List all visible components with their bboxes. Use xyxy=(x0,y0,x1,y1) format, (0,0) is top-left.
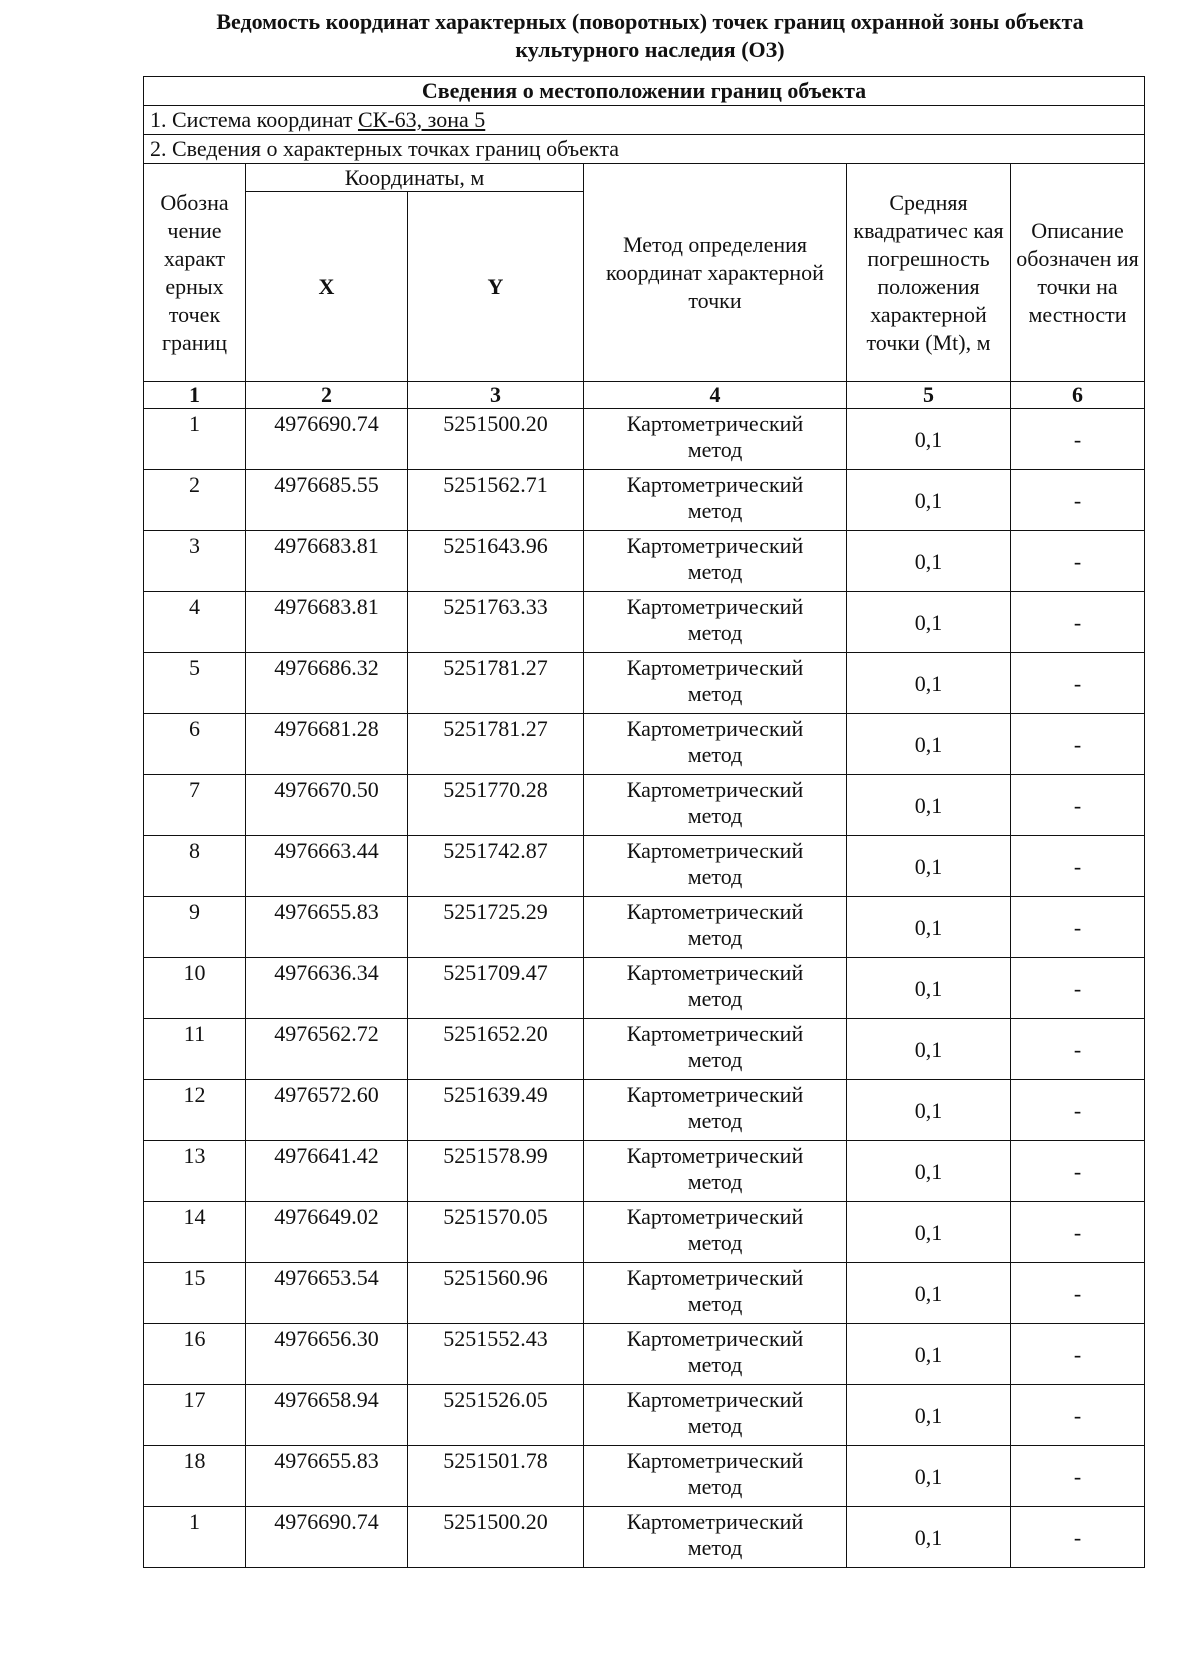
coordinate-x: 4976655.83 xyxy=(246,897,408,958)
mean-square-error: 0,1 xyxy=(847,1446,1011,1507)
table-row xyxy=(144,470,1145,531)
header-method: Метод определения координат характерной точки xyxy=(584,164,847,382)
coordinate-x: 4976690.74 xyxy=(246,409,408,470)
column-number-row xyxy=(144,382,1145,409)
document-title-line-2: культурного наследия (ОЗ) xyxy=(515,37,785,62)
point-description: - xyxy=(1011,897,1145,958)
point-number: 6 xyxy=(144,714,246,775)
table-row xyxy=(144,653,1145,714)
coordinate-y: 5251652.20 xyxy=(408,1019,584,1080)
method-cell xyxy=(584,897,847,958)
mean-square-error: 0,1 xyxy=(847,958,1011,1019)
point-number: 16 xyxy=(144,1324,246,1385)
method-line-2: метод xyxy=(687,803,743,828)
method-line-1: Картометрический xyxy=(626,655,804,680)
coordinate-x: 4976686.32 xyxy=(246,653,408,714)
point-description: - xyxy=(1011,1141,1145,1202)
method-line-1: Картометрический xyxy=(626,1082,804,1107)
coordinate-x: 4976636.34 xyxy=(246,958,408,1019)
point-description: - xyxy=(1011,775,1145,836)
coordinate-y: 5251643.96 xyxy=(408,531,584,592)
point-number: 11 xyxy=(144,1019,246,1080)
point-description: - xyxy=(1011,409,1145,470)
method-line-1: Картометрический xyxy=(626,1387,804,1412)
coordinate-y: 5251500.20 xyxy=(408,1507,584,1568)
method-cell xyxy=(584,958,847,1019)
point-description: - xyxy=(1011,1385,1145,1446)
coordinate-y: 5251770.28 xyxy=(408,775,584,836)
point-description: - xyxy=(1011,1263,1145,1324)
point-number: 5 xyxy=(144,653,246,714)
mean-square-error: 0,1 xyxy=(847,1385,1011,1446)
point-description: - xyxy=(1011,714,1145,775)
header-row-1 xyxy=(144,164,1145,192)
method-line-1: Картометрический xyxy=(626,899,804,924)
method-cell xyxy=(584,1263,847,1324)
mean-square-error: 0,1 xyxy=(847,1202,1011,1263)
mean-square-error: 0,1 xyxy=(847,592,1011,653)
mean-square-error: 0,1 xyxy=(847,1141,1011,1202)
column-number: 5 xyxy=(847,382,1011,409)
coordinate-y: 5251562.71 xyxy=(408,470,584,531)
method-line-1: Картометрический xyxy=(626,533,804,558)
method-line-1: Картометрический xyxy=(626,1448,804,1473)
method-cell xyxy=(584,1202,847,1263)
method-cell xyxy=(584,1446,847,1507)
point-description: - xyxy=(1011,531,1145,592)
coordinate-x: 4976670.50 xyxy=(246,775,408,836)
coordinate-y: 5251500.20 xyxy=(408,409,584,470)
coordinate-y: 5251578.99 xyxy=(408,1141,584,1202)
mean-square-error: 0,1 xyxy=(847,836,1011,897)
method-line-2: метод xyxy=(687,1291,743,1316)
method-line-1: Картометрический xyxy=(626,594,804,619)
point-description: - xyxy=(1011,1507,1145,1568)
method-line-2: метод xyxy=(687,1535,743,1560)
table-row xyxy=(144,1202,1145,1263)
coordinate-x: 4976683.81 xyxy=(246,531,408,592)
point-number: 8 xyxy=(144,836,246,897)
coordinate-x: 4976641.42 xyxy=(246,1141,408,1202)
coordinate-x: 4976649.02 xyxy=(246,1202,408,1263)
point-number: 3 xyxy=(144,531,246,592)
coordinate-y: 5251560.96 xyxy=(408,1263,584,1324)
mean-square-error: 0,1 xyxy=(847,470,1011,531)
method-line-1: Картометрический xyxy=(626,411,804,436)
coordinate-y: 5251725.29 xyxy=(408,897,584,958)
method-cell xyxy=(584,1507,847,1568)
method-line-2: метод xyxy=(687,437,743,462)
method-line-2: метод xyxy=(687,1352,743,1377)
method-cell xyxy=(584,1141,847,1202)
coordinate-y: 5251742.87 xyxy=(408,836,584,897)
mean-square-error: 0,1 xyxy=(847,897,1011,958)
method-line-2: метод xyxy=(687,1474,743,1499)
method-line-2: метод xyxy=(687,1169,743,1194)
method-line-1: Картометрический xyxy=(626,1204,804,1229)
coordinate-x: 4976681.28 xyxy=(246,714,408,775)
method-line-1: Картометрический xyxy=(626,777,804,802)
header-y: Y xyxy=(408,192,584,382)
coordinate-y: 5251570.05 xyxy=(408,1202,584,1263)
point-number: 10 xyxy=(144,958,246,1019)
coordinate-system-row xyxy=(144,106,1145,135)
column-number: 6 xyxy=(1011,382,1145,409)
point-number: 13 xyxy=(144,1141,246,1202)
point-number: 1 xyxy=(144,409,246,470)
column-number: 1 xyxy=(144,382,246,409)
table-row xyxy=(144,592,1145,653)
point-number: 15 xyxy=(144,1263,246,1324)
table-row xyxy=(144,897,1145,958)
point-number: 7 xyxy=(144,775,246,836)
coordinates-table xyxy=(143,76,1145,1568)
method-line-2: метод xyxy=(687,498,743,523)
table-row xyxy=(144,958,1145,1019)
table-row xyxy=(144,409,1145,470)
table-row xyxy=(144,1141,1145,1202)
method-cell xyxy=(584,653,847,714)
mean-square-error: 0,1 xyxy=(847,1263,1011,1324)
mean-square-error: 0,1 xyxy=(847,409,1011,470)
point-description: - xyxy=(1011,592,1145,653)
point-description: - xyxy=(1011,653,1145,714)
header-designation: Обозна чение характ ерных точек границ xyxy=(144,164,246,382)
method-line-2: метод xyxy=(687,681,743,706)
method-line-1: Картометрический xyxy=(626,1021,804,1046)
point-description: - xyxy=(1011,1324,1145,1385)
method-line-2: метод xyxy=(687,925,743,950)
coordinate-x: 4976690.74 xyxy=(246,1507,408,1568)
point-description: - xyxy=(1011,1202,1145,1263)
point-number: 1 xyxy=(144,1507,246,1568)
coordinate-x: 4976685.55 xyxy=(246,470,408,531)
mean-square-error: 0,1 xyxy=(847,653,1011,714)
coordinate-y: 5251781.27 xyxy=(408,714,584,775)
method-line-2: метод xyxy=(687,1047,743,1072)
method-cell xyxy=(584,1019,847,1080)
method-cell xyxy=(584,1385,847,1446)
method-cell xyxy=(584,775,847,836)
coordinate-x: 4976656.30 xyxy=(246,1324,408,1385)
coordinate-y: 5251709.47 xyxy=(408,958,584,1019)
mean-square-error: 0,1 xyxy=(847,1019,1011,1080)
method-line-2: метод xyxy=(687,1230,743,1255)
method-line-1: Картометрический xyxy=(626,1265,804,1290)
method-cell xyxy=(584,836,847,897)
table-row xyxy=(144,714,1145,775)
point-description: - xyxy=(1011,1080,1145,1141)
table-row xyxy=(144,1263,1145,1324)
method-cell xyxy=(584,470,847,531)
mean-square-error: 0,1 xyxy=(847,714,1011,775)
point-number: 18 xyxy=(144,1446,246,1507)
method-cell xyxy=(584,592,847,653)
method-cell xyxy=(584,1324,847,1385)
table-row xyxy=(144,836,1145,897)
method-line-2: метод xyxy=(687,742,743,767)
method-line-2: метод xyxy=(687,1413,743,1438)
coordinate-system-label: 1. Система координат xyxy=(150,107,353,132)
method-line-1: Картометрический xyxy=(626,1509,804,1534)
point-number: 17 xyxy=(144,1385,246,1446)
coordinate-y: 5251781.27 xyxy=(408,653,584,714)
method-line-1: Картометрический xyxy=(626,960,804,985)
method-cell xyxy=(584,531,847,592)
method-cell xyxy=(584,409,847,470)
document-title xyxy=(150,8,1150,64)
method-line-2: метод xyxy=(687,559,743,584)
header-error: Средняя квадратичес кая погрешность положения характерной точки (Mt), м xyxy=(847,164,1011,382)
coordinate-y: 5251639.49 xyxy=(408,1080,584,1141)
mean-square-error: 0,1 xyxy=(847,1324,1011,1385)
method-line-1: Картометрический xyxy=(626,838,804,863)
table-row xyxy=(144,531,1145,592)
point-number: 12 xyxy=(144,1080,246,1141)
coordinate-x: 4976572.60 xyxy=(246,1080,408,1141)
point-number: 14 xyxy=(144,1202,246,1263)
point-number: 9 xyxy=(144,897,246,958)
coordinate-y: 5251501.78 xyxy=(408,1446,584,1507)
mean-square-error: 0,1 xyxy=(847,1507,1011,1568)
point-description: - xyxy=(1011,836,1145,897)
coordinate-x: 4976562.72 xyxy=(246,1019,408,1080)
mean-square-error: 0,1 xyxy=(847,775,1011,836)
method-line-2: метод xyxy=(687,620,743,645)
coordinate-y: 5251526.05 xyxy=(408,1385,584,1446)
table-row xyxy=(144,1080,1145,1141)
document-title-line-1: Ведомость координат характерных (поворотных) точек границ охранной зоны объекта xyxy=(216,9,1084,34)
mean-square-error: 0,1 xyxy=(847,1080,1011,1141)
point-number: 4 xyxy=(144,592,246,653)
points-heading: 2. Сведения о характерных точках границ объекта xyxy=(144,135,1145,164)
coordinate-y: 5251763.33 xyxy=(408,592,584,653)
method-line-1: Картометрический xyxy=(626,1326,804,1351)
coordinate-system-value: СК-63, зона 5 xyxy=(357,107,486,132)
coordinates-table-body xyxy=(144,77,1145,1568)
method-cell xyxy=(584,1080,847,1141)
method-line-1: Картометрический xyxy=(626,1143,804,1168)
table-row xyxy=(144,1507,1145,1568)
column-number: 2 xyxy=(246,382,408,409)
column-number: 4 xyxy=(584,382,847,409)
coordinate-x: 4976683.81 xyxy=(246,592,408,653)
points-heading-row xyxy=(144,135,1145,164)
point-number: 2 xyxy=(144,470,246,531)
mean-square-error: 0,1 xyxy=(847,531,1011,592)
coordinate-x: 4976655.83 xyxy=(246,1446,408,1507)
table-row xyxy=(144,1019,1145,1080)
method-line-2: метод xyxy=(687,1108,743,1133)
section-heading-row xyxy=(144,77,1145,106)
coordinate-y: 5251552.43 xyxy=(408,1324,584,1385)
coordinate-x: 4976663.44 xyxy=(246,836,408,897)
point-description: - xyxy=(1011,470,1145,531)
point-description: - xyxy=(1011,1446,1145,1507)
method-line-2: метод xyxy=(687,986,743,1011)
section-heading: Сведения о местоположении границ объекта xyxy=(144,77,1145,106)
point-description: - xyxy=(1011,958,1145,1019)
column-number: 3 xyxy=(408,382,584,409)
coordinate-system xyxy=(144,106,1145,135)
method-line-1: Картометрический xyxy=(626,716,804,741)
table-row xyxy=(144,1385,1145,1446)
method-cell xyxy=(584,714,847,775)
header-coordinates: Координаты, м xyxy=(246,164,584,192)
table-row xyxy=(144,1324,1145,1385)
method-line-1: Картометрический xyxy=(626,472,804,497)
table-row xyxy=(144,1446,1145,1507)
method-line-2: метод xyxy=(687,864,743,889)
header-description: Описание обозначен ия точки на местности xyxy=(1011,164,1145,382)
table-row xyxy=(144,775,1145,836)
coordinate-x: 4976653.54 xyxy=(246,1263,408,1324)
header-x: X xyxy=(246,192,408,382)
point-description: - xyxy=(1011,1019,1145,1080)
coordinate-x: 4976658.94 xyxy=(246,1385,408,1446)
